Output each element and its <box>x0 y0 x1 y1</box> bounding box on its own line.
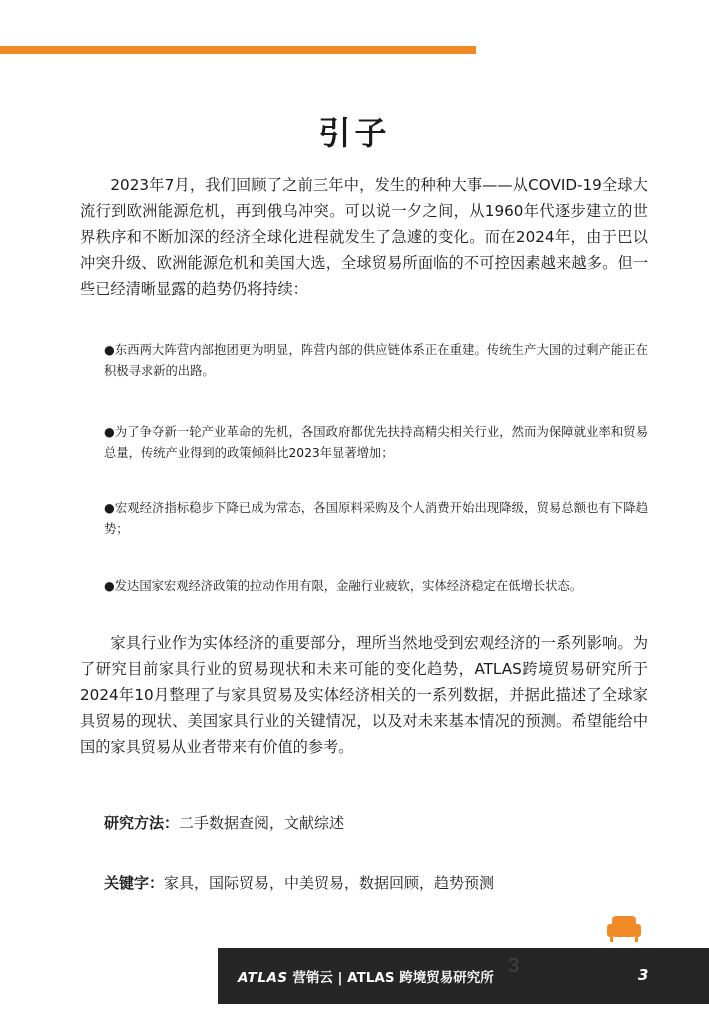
keywords-label: 关键字： <box>104 874 165 892</box>
footer-page-number: 3 <box>638 966 649 984</box>
research-method <box>104 812 344 833</box>
top-accent-bar <box>0 46 476 54</box>
page-title: 引子 <box>318 114 391 152</box>
intro-paragraph: 2023年7月，我们回顾了之前三年中，发生的种种大事——从COVID-19全球大流行到欧洲能源危机，再到俄乌冲突。可以说一夕之间，从1960年代逐步建立的世界秩序和不断加深的经济全球化进程就发生了急遽的变化。而在2024年，由于巴以冲突升级、欧洲能源危机和美国大选，全球贸易所面临的不可控因素越来越多。但一些已经清晰显露的趋势仍将持续： <box>80 176 648 298</box>
list-item: ●东西两大阵营内部抱团更为明显，阵营内部的供应链体系正在重建。传统生产大国的过剩产能正在积极寻求新的出路。 <box>104 343 648 378</box>
body-paragraph: 家具行业作为实体经济的重要部分，理所当然地受到宏观经济的一系列影响。为了研究目前家具行业的贸易现状和未来可能的变化趋势，ATLAS跨境贸易研究所于2024年10月整理了与家具贸易及实体经济相关的一系列数据，并据此描述了全球家具贸易的现状、美国家具行业的关键情况，以及对未来基本情况的预测。希望能给中国的家具贸易从业者带来有价值的参考。 <box>80 634 648 756</box>
list-item: ●宏观经济指标稳步下降已成为常态，各国原料采购及个人消费开始出现降级，贸易总额也有下降趋势； <box>104 501 648 536</box>
keywords <box>104 872 494 893</box>
keywords-value: 家具，国际贸易，中美贸易，数据回顾，趋势预测 <box>164 874 495 892</box>
list-item: ●为了争夺新一轮产业革命的先机，各国政府都优先扶持高精尖相关行业，然而为保障就业率和贸易总量，传统产业得到的政策倾斜比2023年显著增加； <box>104 425 648 460</box>
sofa-icon <box>606 914 642 944</box>
research-method-label: 研究方法： <box>104 814 180 832</box>
list-item: ●发达国家宏观经济政策的拉动作用有限，金融行业疲软，实体经济稳定在低增长状态。 <box>104 579 583 593</box>
atlas-logo: ATLAS <box>238 970 288 986</box>
footer-brand-text: 营销云 | ATLAS 跨境贸易研究所 <box>287 970 494 986</box>
research-method-value: 二手数据查阅，文献综述 <box>179 814 345 832</box>
page-number-overlay: 3 <box>508 955 520 977</box>
footer-brand <box>238 966 494 986</box>
